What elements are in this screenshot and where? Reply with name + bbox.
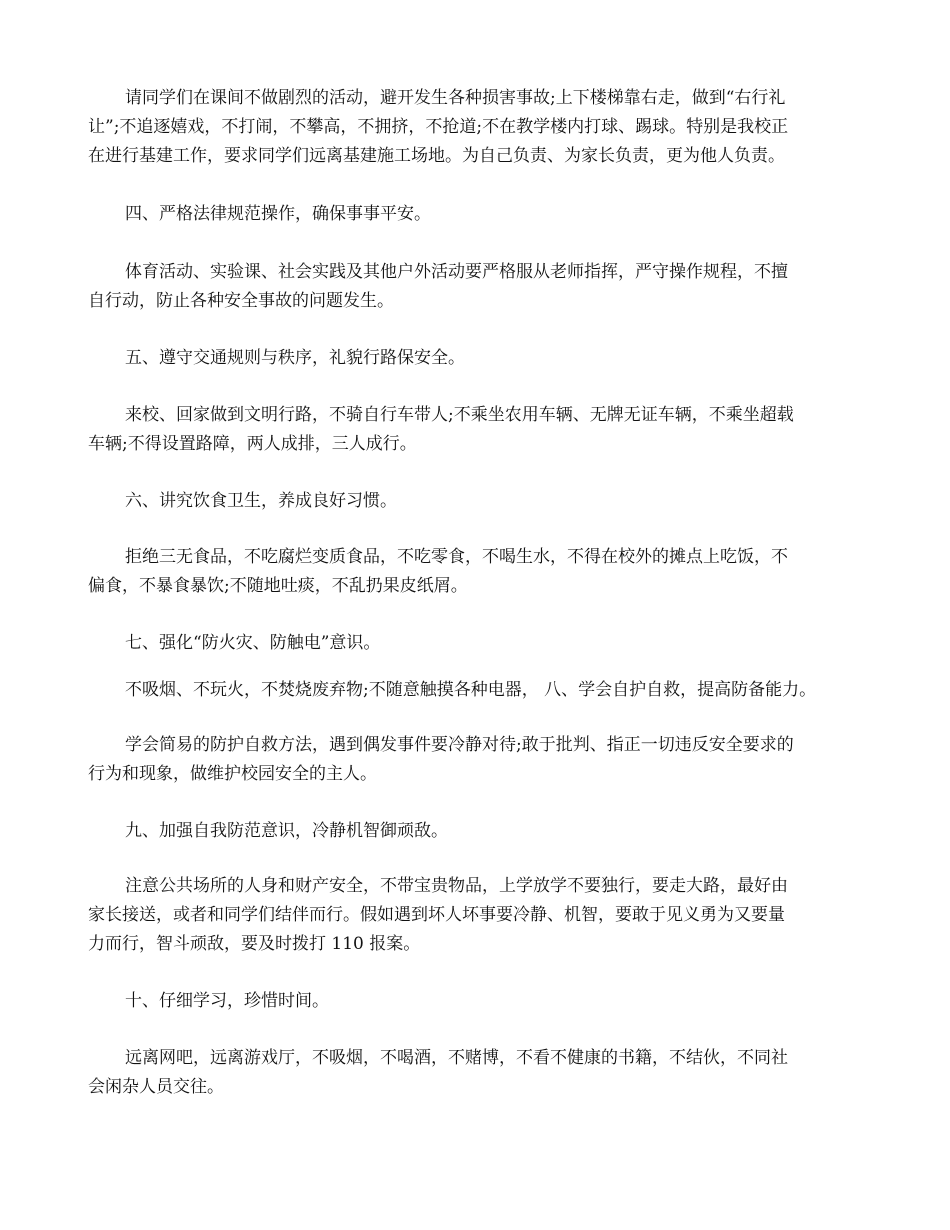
text-line: 注意公共场所的人身和财产安全，不带宝贵物品，上学放学不要独行，要走大路，最好由 xyxy=(125,876,788,896)
text-line: 家长接送，或者和同学们结伴而行。假如遇到坏人坏事要冷静、机智，要敢于见义勇为又要量 xyxy=(88,905,785,925)
paragraph-food-hygiene xyxy=(88,543,878,601)
text-line: 在进行基建工作，要求同学们远离基建施工场地。为自己负责、为家长负责，更为他人负责。 xyxy=(88,146,785,166)
section-heading-4: 四、严格法律规范操作，确保事事平安。 xyxy=(125,204,431,224)
text-line: 拒绝三无食品，不吃腐烂变质食品，不吃零食，不喝生水，不得在校外的摊点上吃饭，不 xyxy=(125,547,788,567)
section-heading-6: 六、讲究饮食卫生，养成良好习惯。 xyxy=(125,491,397,511)
section-heading-10: 十、仔细学习，珍惜时间。 xyxy=(125,991,329,1011)
section-heading-9: 九、加强自我防范意识，冷静机智御顽敌。 xyxy=(125,821,448,841)
paragraph-public-safety xyxy=(88,872,878,959)
text-line: 会闲杂人员交往。 xyxy=(88,1077,224,1097)
text-line: 力而行，智斗顽敌，要及时拨打 110 报案。 xyxy=(88,934,421,954)
text-line: 来校、回家做到文明行路，不骑自行车带人;不乘坐农用车辆、无牌无证车辆，不乘坐超载 xyxy=(125,405,794,425)
text-line: 自行动，防止各种安全事故的问题发生。 xyxy=(88,291,394,311)
paragraph-self-rescue xyxy=(88,731,878,789)
text-line: 行为和现象，做维护校园安全的主人。 xyxy=(88,764,377,784)
text-line: 不吸烟、不玩火，不焚烧废弃物;不随意触摸各种电器， 八、学会自护自救，提高防备能力。 xyxy=(125,680,817,700)
text-line: 远离网吧，远离游戏厅，不吸烟，不喝酒，不赌博，不看不健康的书籍，不结伙，不同社 xyxy=(125,1048,788,1068)
text-line: 学会简易的防护自救方法，遇到偶发事件要冷静对待;敢于批判、指正一切违反安全要求的 xyxy=(125,735,794,755)
paragraph-study-time xyxy=(88,1044,878,1102)
section-heading-7: 七、强化“防火灾、防触电”意识。 xyxy=(125,633,381,653)
text-line: 车辆;不得设置路障，两人成排，三人成行。 xyxy=(88,434,417,454)
section-heading-5: 五、遵守交通规则与秩序，礼貌行路保安全。 xyxy=(125,348,465,368)
text-line: 体育活动、实验课、社会实践及其他户外活动要严格服从老师指挥，严守操作规程，不擅 xyxy=(125,262,788,282)
paragraph-traffic-rules xyxy=(88,401,878,459)
paragraph-outdoor-activities xyxy=(88,258,878,316)
text-line: 让”;不追逐嬉戏，不打闹，不攀高，不拥挤，不抢道;不在教学楼内打球、踢球。特别是我校正 xyxy=(88,117,789,137)
paragraph-fire-electric-safety xyxy=(88,676,878,705)
text-line: 请同学们在课间不做剧烈的活动，避开发生各种损害事故;上下楼梯靠右走，做到“右行礼 xyxy=(125,88,786,108)
paragraph-classroom-safety xyxy=(88,84,878,171)
text-line: 偏食，不暴食暴饮;不随地吐痰，不乱扔果皮纸屑。 xyxy=(88,576,468,596)
